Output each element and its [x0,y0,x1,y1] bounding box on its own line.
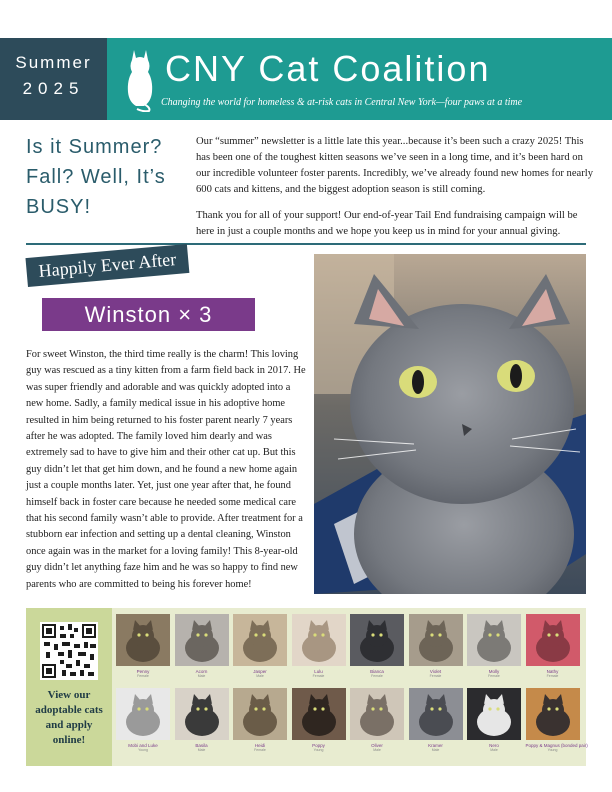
cat-sex: Female [137,674,149,678]
cat-sex: Male [490,748,498,752]
cat-sex: Young [138,748,148,752]
cat-sex: Male [197,674,206,678]
cat-name[interactable]: Penny [136,669,150,674]
cat-card[interactable] [409,688,463,760]
qr-code-icon[interactable] [40,622,98,680]
cat-card[interactable] [350,688,404,760]
cat-name[interactable]: Violet [429,669,442,674]
header-banner [107,38,612,120]
cat-photo[interactable] [467,614,521,666]
season-box [0,38,107,120]
cat-card[interactable] [350,614,404,686]
cat-card[interactable] [292,614,346,686]
cat-card[interactable] [467,614,521,686]
cat-photo[interactable] [233,688,287,740]
intro-paragraph: Thank you for all of your support! Our end-of-year Tail End fundraising campaign will be here in just a couple months and we hope you keep us in mind for your annual giving. [196,210,578,237]
cat-sex: Male [431,748,440,752]
tagline: Changing the world for homeless & at-risk cats in Central New York—four paws at a time [161,97,523,108]
org-title: CNY Cat Coalition [165,48,491,89]
cat-card[interactable] [116,688,170,760]
section-divider [26,243,586,245]
season-label: Summer [15,53,92,72]
adopt-cta[interactable]: View our adoptable cats and apply online! [35,689,103,746]
cat-silhouette-icon [125,46,155,112]
cat-photo[interactable] [350,688,404,740]
cat-sex: Female [429,674,442,678]
cat-name[interactable]: Nero [489,743,499,748]
cat-card[interactable] [233,614,287,686]
cat-card[interactable] [175,688,229,760]
cat-name[interactable]: Poppy & Magnus (bonded pair) [525,743,588,748]
cat-sex: Female [312,674,325,678]
story-kicker: Happily Ever After [25,244,189,287]
cat-sex: Male [373,748,381,752]
cat-card[interactable] [526,614,580,686]
cat-sex: Male [197,748,206,752]
cat-photo[interactable] [409,688,463,740]
cat-photo[interactable] [409,614,463,666]
cat-photo[interactable] [116,614,170,666]
qr-panel [26,608,112,766]
cat-photo[interactable] [526,688,580,740]
cat-name[interactable]: Heidi [254,743,266,748]
story-body: For sweet Winston, the third time really is the charm! This loving guy was rescued as a tiny kitten from a farm field back in 2017. He was super friendly and adorable and was quickly adopted into a new home. Sadly, a family medical issue in his adoptive home resulted in him being returned to his foster parent nearly 7 years after he was adopted. The family loved him dearly and was extremely sad to have to give him and their other cat up. But this guy didn’t let that get him down, and he found a new home again just a couple months later. Yet, just one year after that, he found himself back in foster care because he needed some medical care that his second family wasn’t able to provide. After treatment for a stubborn ear infection and setting up a dental cleaning, Winston once again was in the market for a loving family! This 8-year-old guy didn’t let anything faze him and he was so happy to find new parents who are committed to being his forever home! [26,349,306,590]
cat-name[interactable]: Kramer [428,743,443,748]
cat-photo[interactable] [175,688,229,740]
winston-photo [314,254,586,594]
cat-card[interactable] [467,688,521,760]
cat-name[interactable]: Bianca [370,669,384,674]
cat-name[interactable]: Nathy [546,669,559,674]
cat-name[interactable]: Jasper [253,669,267,674]
cat-sex: Female [546,674,559,678]
cat-sex: Female [254,748,266,752]
story-title: Winston × 3 [42,298,255,331]
cat-name[interactable]: Oliver [371,743,383,748]
cat-sex: Young [547,748,558,752]
cat-photo[interactable] [116,688,170,740]
cat-name[interactable]: Acorn [195,669,208,674]
cat-name[interactable]: Molly [488,669,500,674]
cat-card[interactable] [409,614,463,686]
cat-card[interactable] [292,688,346,760]
cat-sex: Female [488,674,500,678]
cat-sex: Female [371,674,383,678]
cat-photo[interactable] [292,614,346,666]
season-year: 2025 [22,79,85,98]
winston-cat-image [314,254,586,594]
cat-name[interactable]: Mobi and Luke [128,743,158,748]
cat-name[interactable]: Lulu [314,669,323,674]
cat-sex: Male [256,674,264,678]
intro-paragraph: Our “summer” newsletter is a little late this year...because it’s been such a crazy 2025! This has been one of the toughest kitten seasons we’ve seen in a long time, and it’s been hard on our incredible volunteer foster parents. Incredibly, we’ve already found new homes for nearly 600 cats and kittens, and the biggest adoption season is still coming. [196,136,594,195]
cat-card[interactable] [116,614,170,686]
cat-card[interactable] [233,688,287,760]
intro-headline: Is it Summer? Fall? Well, It’s BUSY! [26,136,166,218]
cat-card[interactable] [525,688,588,760]
cat-name[interactable]: Poppy [312,743,325,748]
cat-photo[interactable] [467,688,521,740]
intro-text [196,134,596,240]
cat-photo[interactable] [175,614,229,666]
cat-photo[interactable] [292,688,346,740]
cat-photo[interactable] [350,614,404,666]
cat-photo[interactable] [526,614,580,666]
cat-name[interactable]: Basila [195,743,208,748]
cat-photo[interactable] [233,614,287,666]
adoptable-strip [26,608,586,766]
cat-card[interactable] [175,614,229,686]
cat-sex: Young [313,748,324,752]
